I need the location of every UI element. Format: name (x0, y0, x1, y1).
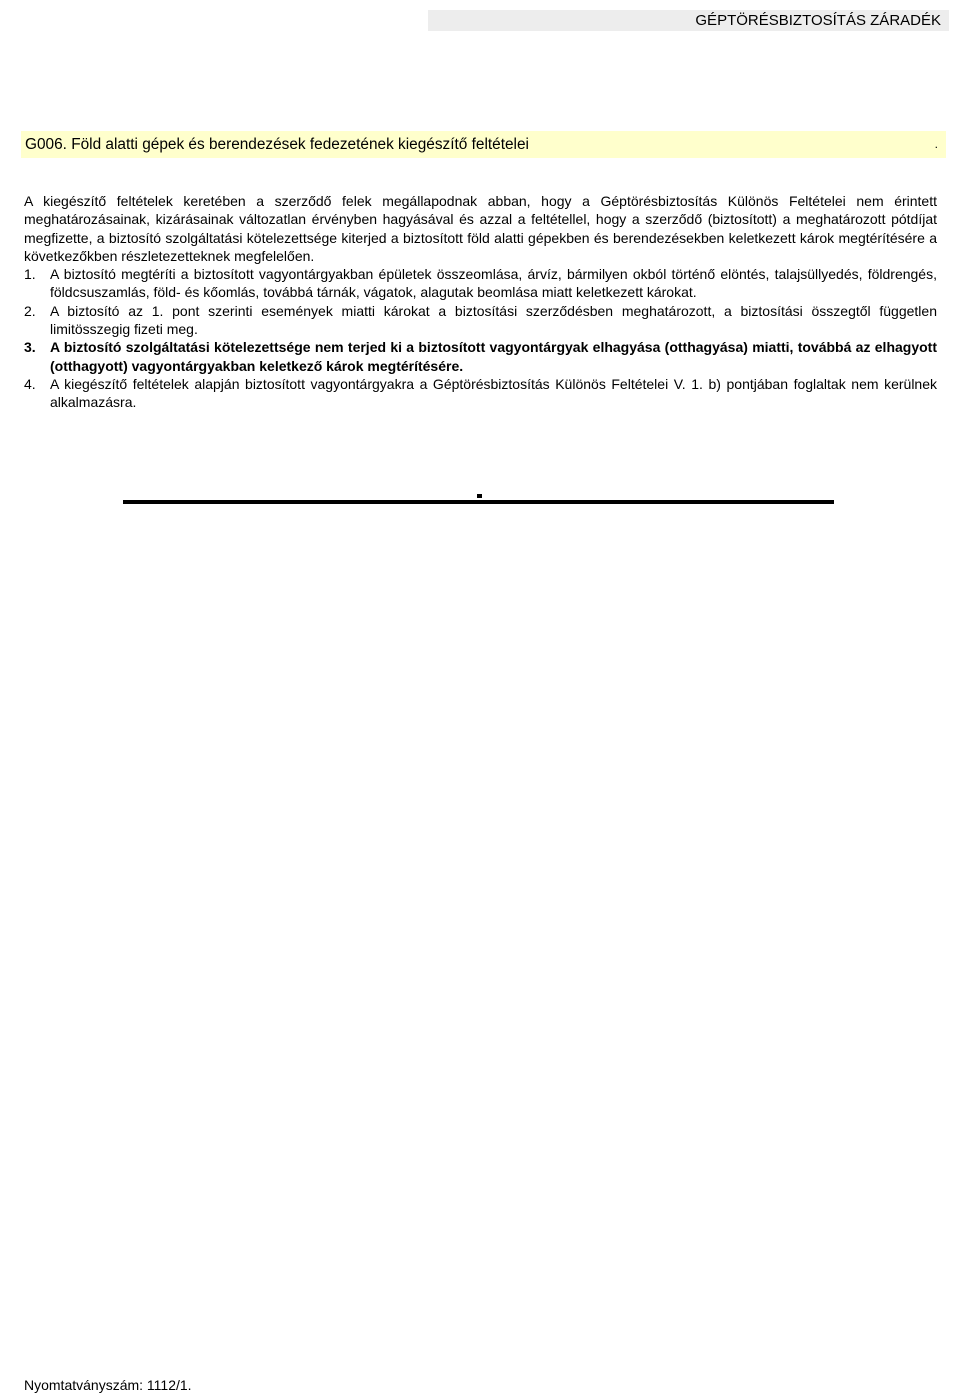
intro-paragraph: A kiegészítő feltételek keretében a szerződő felek megállapodnak abban, hogy a Géptörésbiztosítás Különös Feltételei nem érintett meghatározásainak, kizárásainak változatlan érvényben hagyásával és azzal a feltétellel, hogy a szerződő (biztosított) a meghatározott pótdíjat megfizette, a biztosító szolgáltatási kötelezettsége kiterjed a biztosított föld alatti gépekben és berendezésekben keletkezett károk megtérítésére a következőkben részletezetteknek megfelelően. (24, 193, 937, 264)
list-item-text: A biztosító megtéríti a biztosított vagyontárgyakban épületek összeomlása, árvíz, bármilyen okból történő elöntés, talajsüllyedés, földrengés, földcsuszamlás, föld- és kőomlás, továbbá tárnák, vágatok, alagutak beomlása miatt keletkezett károkat. (50, 266, 937, 301)
document-header-title: GÉPTÖRÉSBIZTOSÍTÁS ZÁRADÉK (695, 12, 941, 29)
list-item-number: 2. (24, 302, 36, 319)
list-item-exclusion (24, 338, 937, 375)
list-item-text: A kiegészítő feltételek alapján biztosított vagyontárgyakra a Géptörésbiztosítás Különös Feltételei V. 1. b) pontjában foglaltak nem kerülnek alkalmazásra. (50, 375, 937, 411)
section-title-bar (21, 131, 946, 158)
list-item (24, 375, 937, 412)
document-body (24, 192, 937, 412)
section-title: G006. Föld alatti gépek és berendezések fedezetének kiegészítő feltételei (25, 136, 529, 153)
section-title-dot: . (934, 137, 938, 151)
list-item (24, 265, 937, 302)
list-item (24, 302, 937, 339)
form-number: Nyomtatványszám: 1112/1. (24, 1377, 192, 1393)
section-separator-line (123, 500, 834, 504)
list-item-number: 3. (24, 339, 36, 356)
document-header (428, 10, 949, 31)
list-item-number: 4. (24, 375, 36, 392)
separator-mark (477, 494, 482, 498)
list-item-number: 1. (24, 266, 36, 283)
list-item-text: A biztosító az 1. pont szerinti események miatti károkat a biztosítási szerződésben meghatározott, a biztosítási összegtől független limitösszegig fizeti meg. (50, 302, 937, 338)
list-item-text: A biztosító szolgáltatási kötelezettsége nem terjed ki a biztosított vagyontárgyak elhagyása (otthagyása) miatti, továbbá az elhagyott (otthagyott) vagyontárgyakban keletkező károk megtérítésére. (50, 339, 937, 374)
